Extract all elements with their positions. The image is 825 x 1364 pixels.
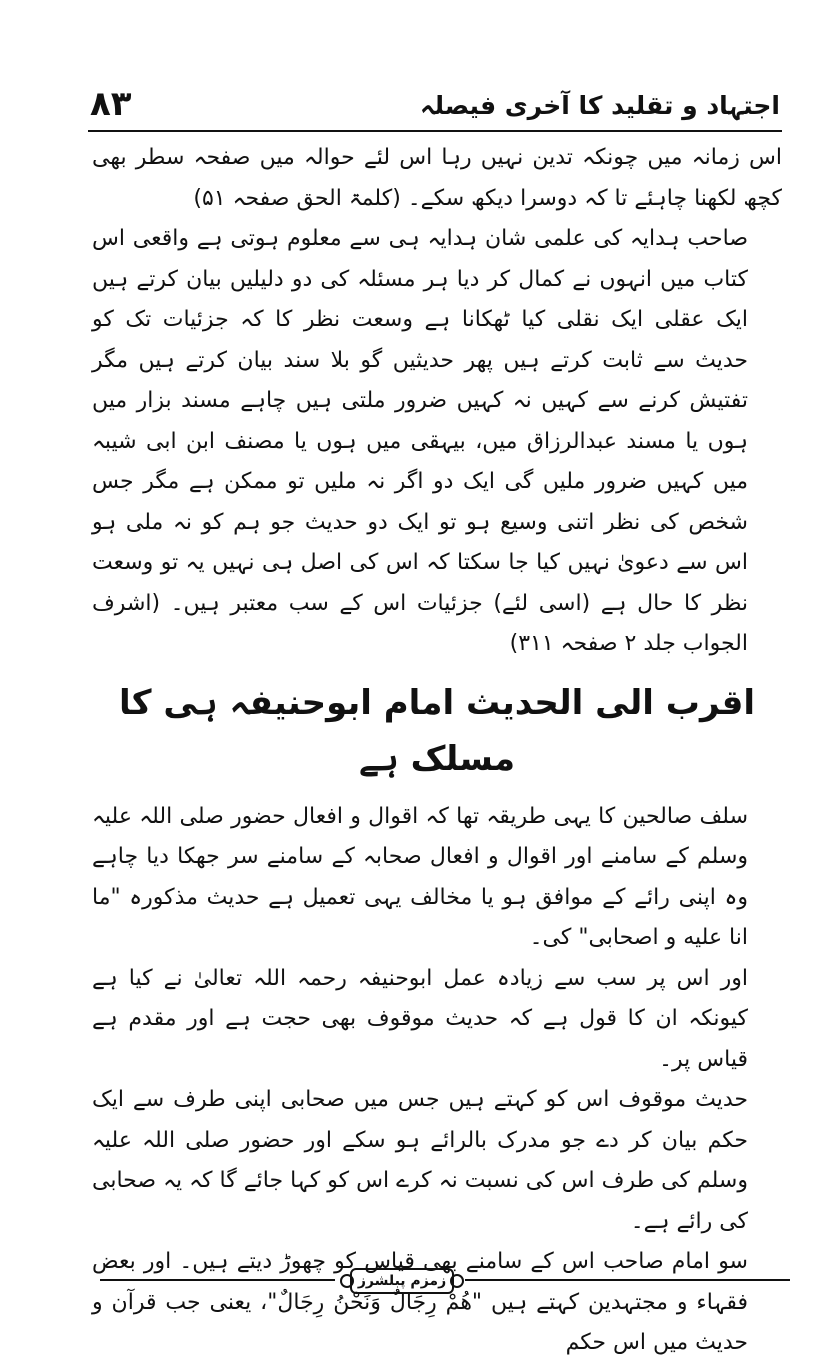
reference-citation: (کلمۃ الحق صفحہ ۵۱): [193, 185, 401, 211]
paragraph: [92, 219, 782, 665]
footer-divider: [465, 1279, 790, 1281]
page-footer: [100, 1268, 790, 1292]
publisher-badge: زمزم پبلشرز: [350, 1268, 454, 1294]
book-title: اجتہاد و تقلید کا آخری فیصلہ: [420, 91, 780, 120]
page-body: [92, 138, 782, 1364]
page-header: [90, 86, 780, 130]
paragraph: سو امام صاحب اس کے سامنے بھی قیاس کو چھوڑ دیتے ہیں۔ اور بعض فقہاء و مجتہدین کہتے ہیں "هُمْ رِجَالٌ وَنَحْنُ رِجَالٌ"، یعنی جب قرآن و حدیث میں اس حکم: [92, 1249, 748, 1355]
paragraph: [92, 138, 782, 219]
reference-citation: (اشرف الجواب جلد ۲ صفحہ ۳۱۱): [92, 590, 748, 656]
paragraph: سلف صالحین کا یہی طریقہ تھا کہ اقوال و افعال حضور صلی اللہ علیہ وسلم کے سامنے اور اقوال و افعال صحابہ کے سامنے سر جھکا دیا چاہے وہ اپنی رائے کے موافق ہو یا مخالف یہی تعمیل ہے حدیث مذکورہ "ما انا علیه و اصحابی" کی۔: [92, 803, 748, 950]
header-divider: [88, 130, 782, 132]
section-heading: اقرب الی الحدیث امام ابوحنیفہ ہی کا مسلک ہے: [118, 682, 756, 779]
paragraph: حدیث موقوف اس کو کہتے ہیں جس میں صحابی اپنی طرف سے ایک حکم بیان کر دے جو مدرک بالرائے ہو سکے اور حضور صلی اللہ علیہ وسلم کی طرف اس کی نسبت نہ کرے اس کو کہا جائے گا کہ یہ صحابی کی رائے ہے۔: [92, 1087, 748, 1234]
paragraph-text: اس زمانہ میں چونکہ تدین نہیں رہا اس لئے حوالہ میں صفحہ سطر بھی کچھ لکھنا چاہئے تا کہ دوسرا دیکھ سکے۔: [92, 145, 782, 211]
footer-divider: [100, 1279, 335, 1281]
page-number: ۸۳: [90, 84, 132, 124]
paragraph: اور اس پر سب سے زیادہ عمل ابوحنیفہ رحمہ اللہ تعالیٰ نے کیا ہے کیونکہ ان کا قول ہے کہ حدیث موقوف بھی حجت ہے اور مقدم ہے قیاس پر۔: [92, 965, 748, 1072]
paragraph-text: صاحب ہدایہ کی علمی شان ہدایہ ہی سے معلوم ہوتی ہے واقعی اس کتاب میں انہوں نے کمال کر دیا ہر مسئلہ کی دو دلیلیں بیان کرتے ہیں ایک عقلی ایک نقلی کیا ٹھکانا ہے وسعت نظر کا کہ جزئیات تک کو حدیث سے ثابت کرتے ہیں پھر حدیثیں گو بلا سند بیان کرتے ہیں مگر تفتیش کرنے سے کہیں نہ کہیں ضرور ملتی ہیں چاہے مسند بزار میں ہوں یا مسند عبدالرزاق میں، بیہقی میں ہوں یا مصنف ابن ابی شیبہ میں کہیں ضرور ملیں گی ایک دو اگر نہ ملیں تو ممکن ہے مگر جس شخص کی نظر اتنی وسیع ہو تو ایک دو حدیث جو ہم کو نہ ملی ہو اس سے دعویٰ نہیں کیا جا سکتا کہ اس کی اصل ہی نہیں یہ تو وسعت نظر کا حال ہے (اسی لئے) جزئیات اس کے سب معتبر ہیں۔: [92, 226, 748, 616]
